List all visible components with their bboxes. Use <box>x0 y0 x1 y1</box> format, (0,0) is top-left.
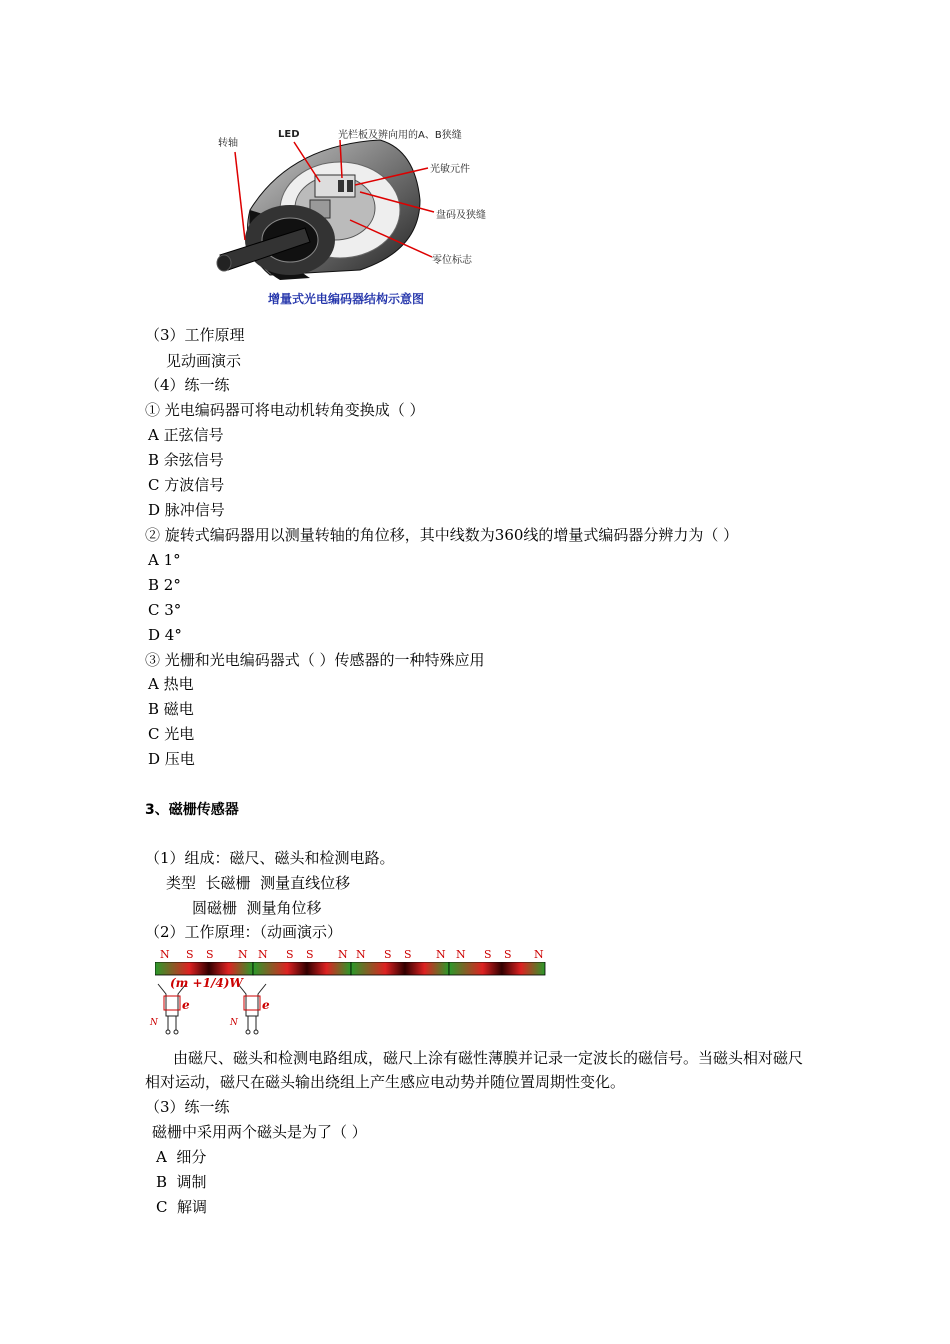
label-zero-mark: 零位标志 <box>432 255 472 266</box>
pole-label: N <box>534 948 544 961</box>
label-slit-plate: 光栏板及辨向用的A、B狭缝 <box>338 130 462 141</box>
q2-stem: ② 旋转式编码器用以测量转轴的角位移，其中线数为360线的增量式编码器分辨力为（ ） <box>145 526 739 544</box>
section-title: 3、磁栅传感器 <box>145 802 239 818</box>
types-row-long: 类型 长磁栅 测量直线位移 <box>166 874 351 892</box>
q3-stem: ③ 光栅和光电编码器式（ ）传感器的一种特殊应用 <box>145 651 485 669</box>
q2-option: A 1° <box>148 551 181 569</box>
pole-label: S <box>206 948 214 961</box>
label-shaft: 转轴 <box>218 138 238 149</box>
principle-heading: （3）工作原理 <box>145 326 245 344</box>
encoder-figure <box>210 120 510 310</box>
pole-label: S <box>286 948 294 961</box>
question-option: C 解调 <box>156 1198 208 1216</box>
label-led: LED <box>278 129 300 140</box>
pole-label: S <box>186 948 194 961</box>
pole-label: N <box>258 948 268 961</box>
emf-label: e <box>182 998 190 1012</box>
q2-option: D 4° <box>148 626 182 644</box>
magnetic-scale-figure <box>150 948 550 1040</box>
q3-option: A 热电 <box>148 675 194 693</box>
practice-heading: （4）练一练 <box>145 376 230 394</box>
q3-option: D 压电 <box>148 750 195 768</box>
types-row-round: 圆磁栅 测量角位移 <box>192 899 322 917</box>
description-paragraph: 由磁尺、磁头和检测电路组成，磁尺上涂有磁性薄膜并记录一定波长的磁信号。当磁头相对磁尺相对运动，磁尺在磁头输出绕组上产生感应电动势并随位置周期性变化。 <box>145 1049 804 1091</box>
pole-label: S <box>404 948 412 961</box>
figure-caption: 增量式光电编码器结构示意图 <box>268 292 425 306</box>
practice-heading-3: （3）练一练 <box>145 1098 230 1116</box>
q2-option: B 2° <box>148 576 181 594</box>
q1-option: D 脉冲信号 <box>148 501 225 519</box>
pole-label: N <box>456 948 466 961</box>
pole-label: N <box>338 948 348 961</box>
pole-label: N <box>160 948 170 961</box>
pole-label: N <box>356 948 366 961</box>
q1-option: C 方波信号 <box>148 476 225 494</box>
question-option: B 调制 <box>156 1173 207 1191</box>
principle-text: 见动画演示 <box>166 352 242 370</box>
label-photo-element: 光敏元件 <box>430 164 470 175</box>
pole-label: S <box>504 948 512 961</box>
pole-label: S <box>484 948 492 961</box>
principle-line: （2）工作原理：（动画演示） <box>145 923 343 941</box>
pole-label: S <box>384 948 392 961</box>
q3-option: C 光电 <box>148 725 195 743</box>
n-label: N <box>150 1018 158 1028</box>
question-option: A 细分 <box>156 1148 207 1166</box>
q3-option: B 磁电 <box>148 700 194 718</box>
label-code-disk: 盘码及狭缝 <box>436 210 486 221</box>
n-label: N <box>230 1018 238 1028</box>
pole-label: N <box>436 948 446 961</box>
q2-option: C 3° <box>148 601 182 619</box>
q1-option: A 正弦信号 <box>148 426 224 444</box>
spacing-label: (m +1/4)W <box>170 976 243 990</box>
q1-stem: ① 光电编码器可将电动机转角变换成（ ） <box>145 401 425 419</box>
question-stem: 磁栅中采用两个磁头是为了（ ） <box>152 1123 367 1141</box>
emf-label: e <box>262 998 270 1012</box>
pole-label: N <box>238 948 248 961</box>
pole-labels <box>150 948 550 962</box>
composition-line: （1）组成：磁尺、磁头和检测电路。 <box>145 849 395 867</box>
pole-label: S <box>306 948 314 961</box>
q1-option: B 余弦信号 <box>148 451 224 469</box>
